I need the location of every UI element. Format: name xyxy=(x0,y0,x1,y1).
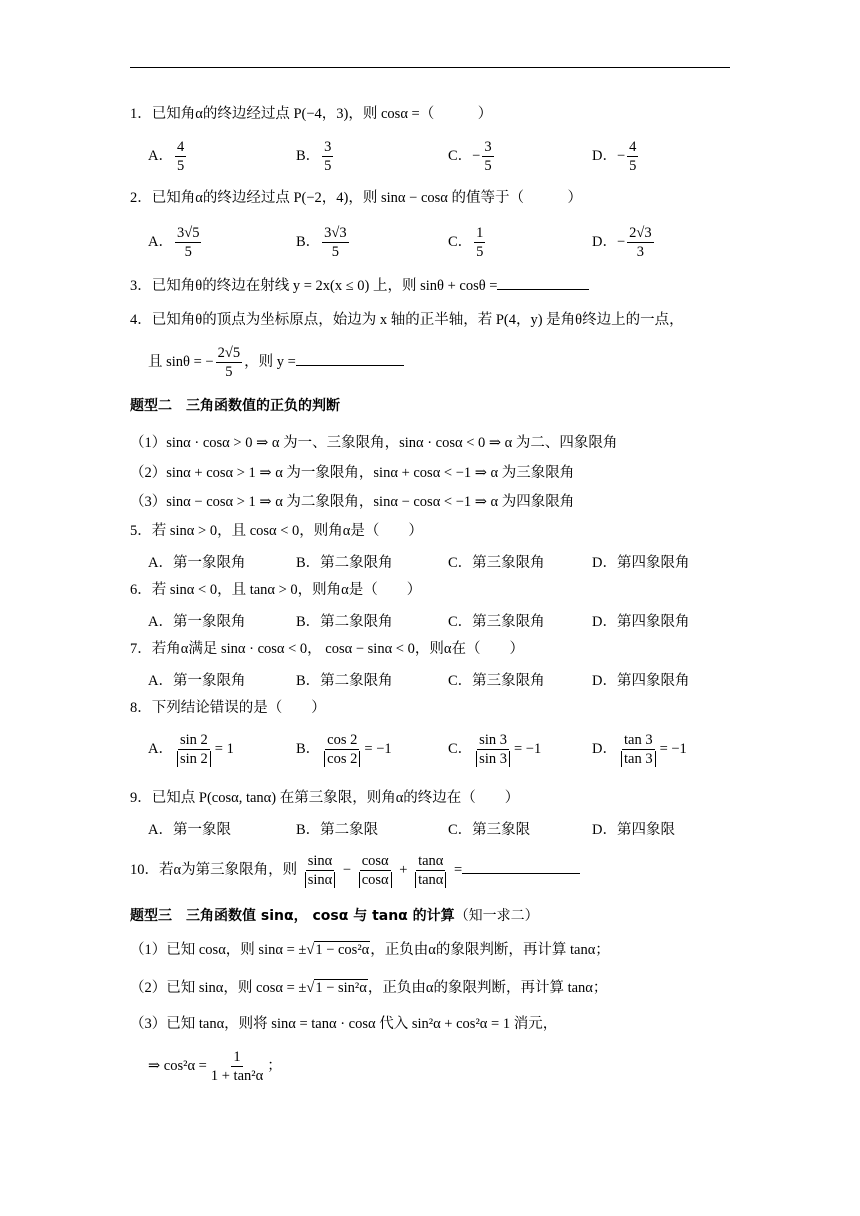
q5-stem: 5．若 sinα > 0，且 cosα < 0，则角α是（ ） xyxy=(130,523,423,539)
section-3-title: 题型三 三角函数值 sinα， cosα 与 tanα 的计算（知一求二） xyxy=(130,908,539,924)
q8-option-a: A． $\frac{\sin 2}{\sin 2}$ = 1 xyxy=(148,732,234,767)
q7-option-c: C．第三象限角 xyxy=(448,673,545,689)
q7-stem: 7．若角α满足 sinα · cosα < 0， cosα − sinα < 0，则α在（ ） xyxy=(130,641,524,657)
rule2-3: （3）sinα − cosα > 1 ⇒ α 为二象限角，sinα − cosα < −1 ⇒ α 为四象限角 xyxy=(130,494,575,510)
q2-option-d: D．− $\frac{2√3}{3}$ xyxy=(592,225,652,260)
q5-option-c: C．第三象限角 xyxy=(448,555,545,571)
section-2-title: 题型二 三角函数值的正负的判断 xyxy=(130,398,340,414)
q5-option-b: B．第二象限角 xyxy=(296,555,393,571)
q8-stem: 8．下列结论错误的是（ ） xyxy=(130,700,326,716)
q4-line1: 4．已知角θ的顶点为坐标原点，始边为 x 轴的正半轴，若 P(4，y) 是角θ终边上的一点， xyxy=(130,312,684,328)
q2-option-a: A． $\frac{3√5}{5}$ xyxy=(148,225,200,260)
q9-option-c: C．第三象限 xyxy=(448,822,531,838)
q8-option-c: C． $\frac{\sin 3}{\sin 3}$ = −1 xyxy=(448,732,542,767)
q6-option-d: D．第四象限角 xyxy=(592,614,690,630)
q6-option-a: A．第一象限角 xyxy=(148,614,246,630)
q2-stem: 2．已知角α的终边经过点 P(−2，4)，则 sinα − cosα 的值等于（ ） xyxy=(130,190,582,206)
rule3-2: （2）已知 sinα，则 cosα = ±√1 − sin²α，正负由α的象限判断，再计算 tanα； xyxy=(130,980,608,996)
q6-option-b: B．第二象限角 xyxy=(296,614,393,630)
rule3-4: ⇒ cos²α = $\frac{1}{\text{1 + tan²α}}$ ； xyxy=(148,1049,282,1084)
q4-line2: 且 sinθ = − $\frac{2√5}{5}$ ，则 y = xyxy=(148,344,404,381)
q9-stem: 9．已知点 P(cosα, tanα) 在第三象限，则角α的终边在（ ） xyxy=(130,790,520,806)
q4-answer-blank[interactable] xyxy=(296,365,404,366)
header-rule xyxy=(130,67,730,68)
q3-stem: 3．已知角θ的终边在射线 y = 2x(x ≤ 0) 上，则 sinθ + cosθ = xyxy=(130,276,589,296)
q10-stem: 10．若α为第三象限角，则 $\frac{\sin\alpha}{\sin\alpha}$ − $\frac{\cos\alpha}{\cos\alpha}$ + $\frac{\tan\alpha}{\tan\alpha}$ = xyxy=(130,852,580,889)
rule2-2: （2）sinα + cosα > 1 ⇒ α 为一象限角，sinα + cosα < −1 ⇒ α 为三象限角 xyxy=(130,465,575,481)
q5-option-a: A．第一象限角 xyxy=(148,555,246,571)
q1-option-a: A． $\frac{4}{5}$ xyxy=(148,139,185,174)
q5-option-d: D．第四象限角 xyxy=(592,555,690,571)
rule3-3: （3）已知 tanα，则将 sinα = tanα · cosα 代入 sin²α + cos²α = 1 消元， xyxy=(130,1016,558,1032)
q3-answer-blank[interactable] xyxy=(497,289,589,290)
rule2-1: （1）sinα · cosα > 0 ⇒ α 为一、三象限角，sinα · cosα < 0 ⇒ α 为二、四象限角 xyxy=(130,435,618,451)
q8-option-b: B． $\frac{\cos 2}{\cos 2}$ = −1 xyxy=(296,732,392,767)
q9-option-d: D．第四象限 xyxy=(592,822,675,838)
q7-option-b: B．第二象限角 xyxy=(296,673,393,689)
q8-option-d: D． $\frac{\tan 3}{\tan 3}$ = −1 xyxy=(592,732,687,767)
q1-option-d: D．− $\frac{4}{5}$ xyxy=(592,139,637,174)
q1-option-c: C．− $\frac{3}{5}$ xyxy=(448,139,492,174)
q1-stem: 1．已知角α的终边经过点 P(−4，3)，则 cosα =（ ） xyxy=(130,106,493,122)
q2-option-c: C． $\frac{1}{5}$ xyxy=(448,225,484,260)
rule3-1: （1）已知 cosα，则 sinα = ±√1 − cos²α，正负由α的象限判断，再计算 tanα； xyxy=(130,942,610,958)
q2-option-b: B． $\frac{3√3}{5}$ xyxy=(296,225,347,260)
q6-stem: 6．若 sinα < 0，且 tanα > 0，则角α是（ ） xyxy=(130,582,422,598)
q7-option-d: D．第四象限角 xyxy=(592,673,690,689)
q7-option-a: A．第一象限角 xyxy=(148,673,246,689)
q9-option-b: B．第二象限 xyxy=(296,822,379,838)
q10-answer-blank[interactable] xyxy=(462,873,580,874)
q6-option-c: C．第三象限角 xyxy=(448,614,545,630)
q1-option-b: B． $\frac{3}{5}$ xyxy=(296,139,332,174)
q9-option-a: A．第一象限 xyxy=(148,822,231,838)
